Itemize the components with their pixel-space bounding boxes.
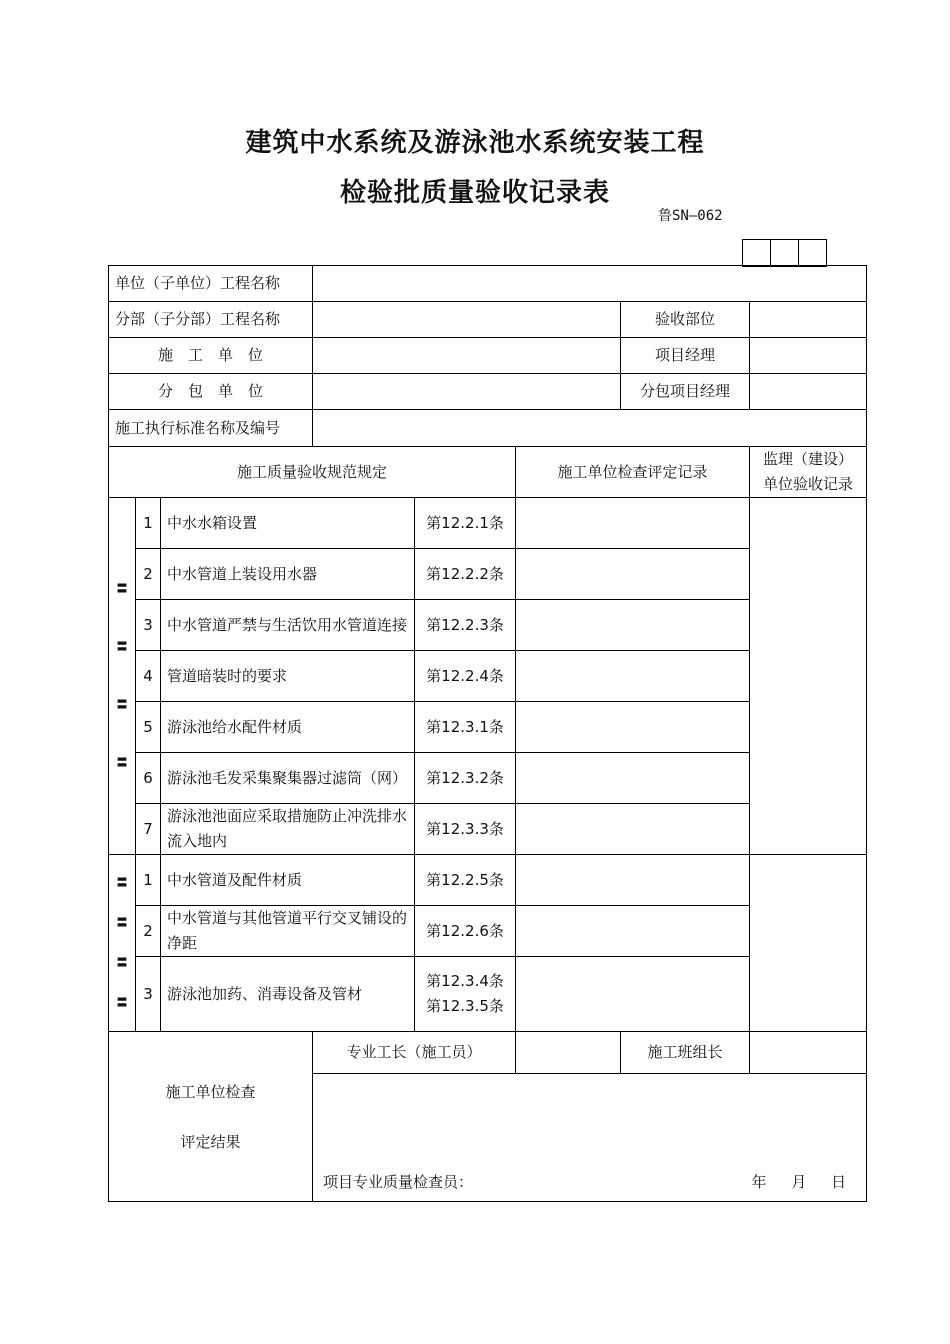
table-row [109, 855, 867, 906]
form-code: 鲁SN—062 [658, 208, 723, 224]
team-leader-field[interactable] [750, 1032, 867, 1074]
item-number: 3 [136, 600, 161, 651]
check-record-field[interactable] [516, 804, 750, 855]
check-record-field[interactable] [516, 906, 750, 957]
item-number: 1 [136, 855, 161, 906]
construction-unit-label: 施 工 单 位 [109, 338, 313, 374]
item-number: 2 [136, 906, 161, 957]
check-record-field[interactable] [516, 498, 750, 549]
item-clause: 第12.2.2条 [415, 549, 516, 600]
item-text: 游泳池给水配件材质 [161, 702, 415, 753]
evaluation-result-label: 施工单位检查 评定结果 [109, 1032, 313, 1202]
acceptance-part-label: 验收部位 [621, 302, 750, 338]
item-text: 游泳池加药、消毒设备及管材 [161, 957, 415, 1032]
subcontract-unit-field[interactable] [313, 374, 621, 410]
project-manager-field[interactable] [750, 338, 867, 374]
item-number: 7 [136, 804, 161, 855]
item-clause: 第12.2.5条 [415, 855, 516, 906]
item-number: 4 [136, 651, 161, 702]
construction-unit-field[interactable] [313, 338, 621, 374]
serial-number-boxes[interactable] [742, 239, 827, 267]
sub-project-name-label: 分部（子分部）工程名称 [109, 302, 313, 338]
check-record-field[interactable] [516, 753, 750, 804]
team-leader-label: 施工班组长 [621, 1032, 750, 1074]
item-clause: 第12.2.6条 [415, 906, 516, 957]
item-number: 5 [136, 702, 161, 753]
check-record-field[interactable] [516, 651, 750, 702]
item-clause: 第12.3.3条 [415, 804, 516, 855]
check-record-field[interactable] [516, 702, 750, 753]
project-manager-label: 项目经理 [621, 338, 750, 374]
subcontract-manager-field[interactable] [750, 374, 867, 410]
form-title-line2: 检验批质量验收记录表 [339, 178, 610, 208]
item-clause: 第12.3.2条 [415, 753, 516, 804]
supervisor-field[interactable] [750, 498, 867, 855]
check-record-field[interactable] [516, 549, 750, 600]
item-clause: 第12.2.1条 [415, 498, 516, 549]
item-clause: 第12.3.1条 [415, 702, 516, 753]
check-record-field[interactable] [516, 855, 750, 906]
main-control-side-label: 〓 〓 〓 〓 [109, 498, 136, 855]
serial-box[interactable] [798, 239, 827, 267]
standard-name-label: 施工执行标准名称及编号 [109, 410, 313, 447]
sub-project-name-field[interactable] [313, 302, 621, 338]
serial-box[interactable] [742, 239, 771, 267]
subcontract-manager-label: 分包项目经理 [621, 374, 750, 410]
item-clause: 第12.3.4条第12.3.5条 [415, 957, 516, 1032]
item-number: 6 [136, 753, 161, 804]
supervisor-field[interactable] [750, 855, 867, 1032]
acceptance-part-field[interactable] [750, 302, 867, 338]
spec-column-header: 施工质量验收规范规定 [109, 447, 516, 498]
subcontract-unit-label: 分 包 单 位 [109, 374, 313, 410]
item-text: 管道暗装时的要求 [161, 651, 415, 702]
serial-box[interactable] [770, 239, 799, 267]
item-number: 3 [136, 957, 161, 1032]
unit-project-name-label: 单位（子单位）工程名称 [109, 266, 313, 302]
item-clause: 第12.2.3条 [415, 600, 516, 651]
item-number: 1 [136, 498, 161, 549]
foreman-label: 专业工长（施工员） [313, 1032, 516, 1074]
item-text: 中水管道与其他管道平行交叉铺设的净距 [161, 906, 415, 957]
item-clause: 第12.2.4条 [415, 651, 516, 702]
check-record-field[interactable] [516, 957, 750, 1032]
form-title-line1: 建筑中水系统及游泳池水系统安装工程 [245, 128, 705, 158]
check-record-column-header: 施工单位检查评定记录 [516, 447, 750, 498]
date-label: 年 月 日 [751, 1173, 847, 1191]
item-text: 游泳池毛发采集聚集器过滤筒（网） [161, 753, 415, 804]
item-text: 中水管道上装设用水器 [161, 549, 415, 600]
item-number: 2 [136, 549, 161, 600]
standard-name-field[interactable] [313, 410, 867, 447]
item-text: 中水管道及配件材质 [161, 855, 415, 906]
foreman-field[interactable] [516, 1032, 621, 1074]
evaluation-result-field[interactable] [313, 1074, 867, 1202]
table-row [109, 498, 867, 549]
supervisor-column-header: 监理（建设）单位验收记录 [750, 447, 867, 498]
unit-project-name-field[interactable] [313, 266, 867, 302]
inspection-record-table [108, 265, 867, 1202]
general-items-side-label: 〓 〓 〓 〓 [109, 855, 136, 1032]
item-text: 中水水箱设置 [161, 498, 415, 549]
item-text: 中水管道严禁与生活饮用水管道连接 [161, 600, 415, 651]
inspector-label: 项目专业质量检查员： [323, 1173, 474, 1191]
check-record-field[interactable] [516, 600, 750, 651]
item-text: 游泳池池面应采取措施防止冲洗排水流入地内 [161, 804, 415, 855]
